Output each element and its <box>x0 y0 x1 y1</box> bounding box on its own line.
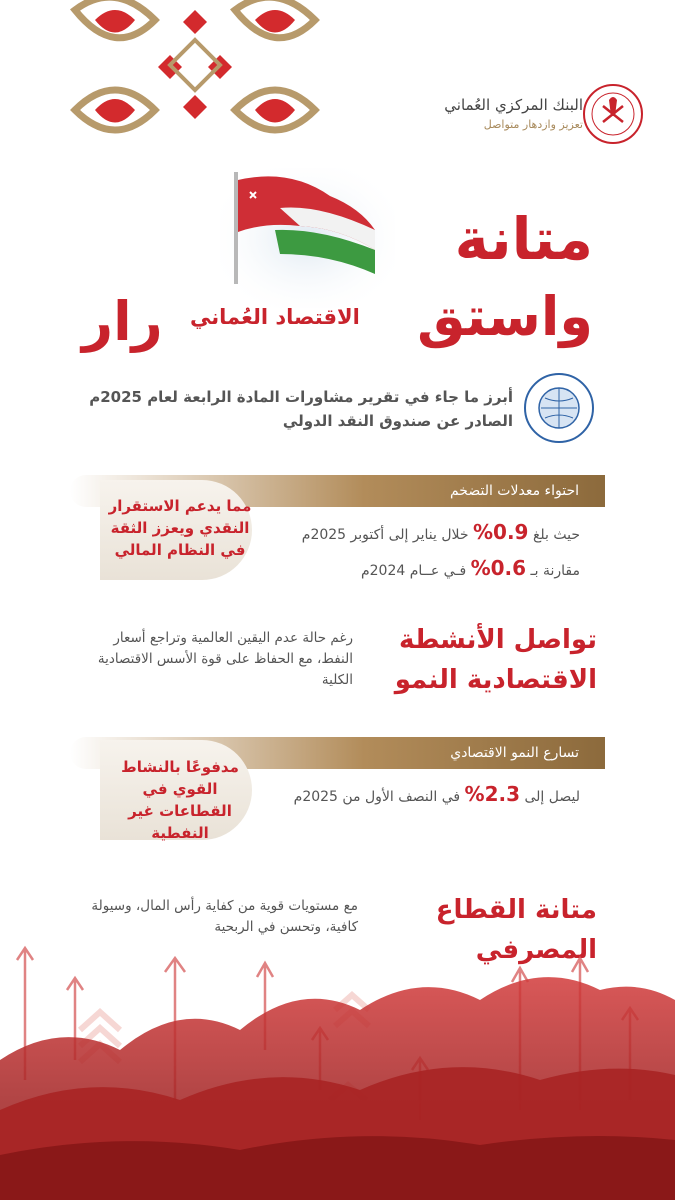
hero-subtitle: الاقتصاد العُماني <box>190 305 360 329</box>
inflation-card-pill-text: مما يدعم الاستقرار النقدي ويعزز الثقة في النظام المالي <box>108 497 252 559</box>
imf-caption-line2: الصادر عن صندوق النقد الدولي <box>282 412 513 430</box>
hero-title-line2-start: واستق <box>417 285 593 348</box>
brand-tagline: تعزيز وازدهار متواصل <box>483 118 583 131</box>
growth-row1-value: 2.3% <box>464 782 521 806</box>
imf-report-caption <box>83 388 513 430</box>
inflation-row1-suffix: خلال يناير إلى أكتوبر 2025م <box>301 527 469 543</box>
inflation-row2-suffix: فـي عــام 2024م <box>360 563 467 579</box>
growth-card-pill-text: مدفوعًا بالنشاط القوي في القطاعات غير النفطية <box>121 758 239 842</box>
growth-card-header-label: تسارع النمو الاقتصادي <box>450 745 579 761</box>
inflation-stat-row-2024 <box>361 556 580 580</box>
economic-activity-description: رغم حالة عدم اليقين العالمية وتراجع أسعار النفط، مع الحفاظ على قوة الأسس الاقتصادية الكلية <box>97 630 353 688</box>
growth-stat-row <box>294 782 580 806</box>
inflation-row2-value: 0.6% <box>470 556 527 580</box>
central-bank-emblem-icon <box>581 82 645 146</box>
red-mountains-arrows-graphic <box>0 940 675 1200</box>
inflation-row1-prefix: حيث بلغ <box>532 527 580 543</box>
economic-activity-title: تواصل الأنشطة الاقتصادية النمو <box>394 625 597 695</box>
imf-seal-icon <box>523 372 595 444</box>
inflation-card-header-label: احتواء معدلات التضخم <box>449 483 579 499</box>
growth-row1-prefix: ليصل إلى <box>524 789 580 805</box>
imf-caption-line1: أبرز ما جاء في تقرير مشاورات المادة الرابعة لعام 2025م <box>89 388 513 406</box>
hero-title-line1: متانة <box>454 205 593 273</box>
inflation-stat-row-2025 <box>302 520 580 544</box>
growth-row1-suffix: في النصف الأول من 2025م <box>293 789 461 805</box>
decorative-ornament <box>55 0 335 150</box>
inflation-row2-prefix: مقارنة بـ <box>530 563 580 579</box>
inflation-row1-value: 0.9% <box>473 520 529 544</box>
banking-sector-title: متانة القطاع المصرفي <box>435 895 597 965</box>
brand-block <box>363 96 583 131</box>
brand-name: البنك المركزي العُماني <box>444 96 583 114</box>
hero-title-line2-end: رار <box>82 290 163 353</box>
oman-flag-icon <box>220 168 395 308</box>
banking-sector-description: مع مستويات قوية من كفاية رأس المال، وسيولة كافية، وتحسن في الربحية <box>91 898 358 935</box>
